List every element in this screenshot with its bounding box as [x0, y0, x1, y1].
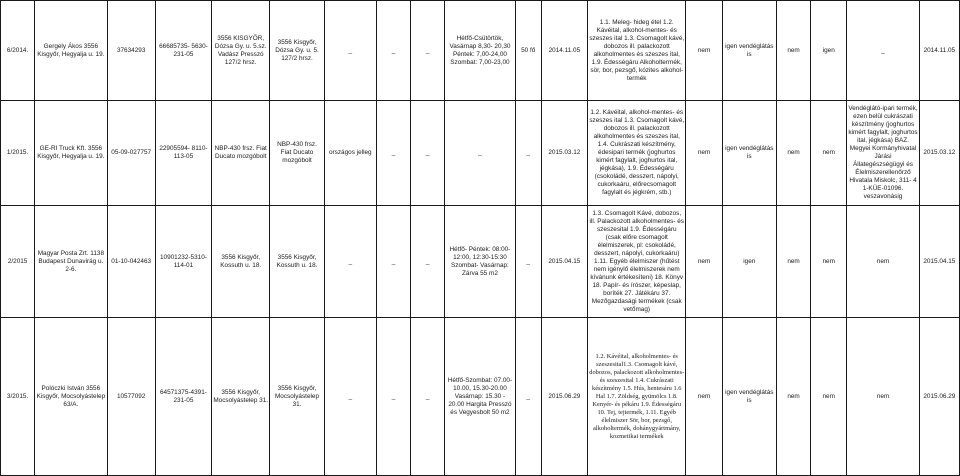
- cell-holder: GE-RI Truck Kft. 3556 Kisgyőr, Hegyalja u. 19.: [35, 101, 107, 206]
- cell-alcohol: nem: [686, 318, 722, 476]
- cell-mail: _: [411, 206, 445, 318]
- cell-site: 3556 Kisgyőr, Kossuth u. 18.: [270, 206, 324, 318]
- cell-hours: Hétfő-Csütörtök, Vasárnap 8,30- 20,30 Péntek: 7,00-24,00 Szombat: 7,00-23,00: [445, 1, 515, 101]
- table-row: [1, 1, 960, 101]
- cell-holder: Polóczki István 3556 Kisgyőr, Mocsolyástelep 63/A.: [35, 318, 107, 476]
- cell-hours: _: [445, 101, 515, 206]
- cell-online: _: [376, 318, 410, 476]
- cell-mail: _: [411, 101, 445, 206]
- cell-seat: 3556 KISGYŐR, Dózsa Gy. u. 5.sz. Vadász Presszó 127/2 hrsz.: [212, 1, 270, 101]
- cell-tax: 10901232-5310-114-01: [155, 206, 211, 318]
- cell-tax: 64571375-4391-231-05: [155, 318, 211, 476]
- cell-goods: 1.3. Csomagolt Kávé, dobozos, ill. Palackozott alkoholmentes- és szeszesital 1.9. Édességáru (csak előre csomagolt élelmiszerek, pl: csokoládé, desszert, nápolyi, cukorkaáru) 1.11. Egyéb élelmiszer (hűtést nem igénylő élelmiszerek nem kívánunk értékesíteni) 18. Könyv 18. Papír- és írószer, képeslap, boríték 27. Játékáru 37. Mezőgazdasági termékek (csak vetőmag): [587, 206, 686, 318]
- cell-tax: 66685735- 5630- 231-05: [155, 1, 211, 101]
- cell-mail: _: [411, 318, 445, 476]
- cell-reg: 10577092: [107, 318, 155, 476]
- cell-music: nem: [811, 318, 847, 476]
- cell-tobacco: nem: [776, 1, 810, 101]
- cell-reg: 05-09-027757: [107, 101, 155, 206]
- cell-beverage: igen vendéglátás is: [722, 1, 776, 101]
- cell-start: 2014.11.05: [541, 1, 587, 101]
- cell-hours: Hétfő-Szombat: 07.00-10.00, 15.30-20.00 Vasárnap: 15.30 - 20.00 Hargita Presszó és Vegyesbolt 50 m2: [445, 318, 515, 476]
- cell-site: 3556 Kisgyőr, Dózsa Gy. u. 5. 127/2 hrsz.: [270, 1, 324, 101]
- cell-hours: Hétfő- Péntek: 08:00-12:00, 12:30-15:30 Szombat- Vasárnap: Zárva 55 m2: [445, 206, 515, 318]
- cell-goods: 1.2. Kávéital, alkoholmentes- és szeszesital1.3. Csomagolt kávé, dobozos, palackozott alkoholmentes- és szeszesital 1.4. Cukrászati készítmény 1.5. Hús, hentesáru 1.6 Hal 1.7. Zöldség, gyümölcs 1.8. Kenyér- és pékáru 1.9. Édességáru 10. Tej, tejtermék, 1.11. Egyéb élelmiszer Sör, bor, pezsgő, alkoholtermék, dohánygyártmány, kozmetikai termékek: [587, 318, 686, 476]
- cell-num: 2/2015: [1, 206, 35, 318]
- table-row: [1, 206, 960, 318]
- cell-area: _: [515, 206, 541, 318]
- cell-permits: nem: [847, 318, 919, 476]
- cell-reg: 01-10-042463: [107, 206, 155, 318]
- cell-beverage: igen vendéglátás is: [722, 101, 776, 206]
- cell-seat: 3556 Kisgyőr, Mocsolyástelep 31.: [212, 318, 270, 476]
- cell-alcohol: nem: [686, 1, 722, 101]
- cell-seat: 3556 Kisgyőr, Kossuth u. 18.: [212, 206, 270, 318]
- cell-music: nem: [811, 206, 847, 318]
- cell-num: 6/2014.: [1, 1, 35, 101]
- cell-start: 2015.06.29: [541, 318, 587, 476]
- table-row: [1, 101, 960, 206]
- cell-start: 2015.03.12: [541, 101, 587, 206]
- cell-alcohol: nem: [686, 206, 722, 318]
- cell-changes: 2015.03.12: [919, 101, 959, 206]
- cell-mobile: _: [324, 1, 376, 101]
- cell-site: NBP-430 frsz. Fiat Ducato mozgóbolt: [270, 101, 324, 206]
- cell-num: 3/2015.: [1, 318, 35, 476]
- cell-music: igen: [811, 1, 847, 101]
- cell-start: 2015.04.15: [541, 206, 587, 318]
- cell-holder: Gergely Ákos 3556 Kisgyőr, Hegyalja u. 19.: [35, 1, 107, 101]
- cell-goods: 1.2. Kávéital, alkohol-mentes- és szeszes ital 1.3. Csomagolt kávé, dobozos ill. palackozott alkoholmentes és szeszes ital, 1.4. Cukrászati készítmény, édesipari termék (joghurtos kimért fagylalt, joghurtos ital, jégkása), 1.9. Édességáru (csokoládé, desszert, nápolyi, cukorkaáru, előrecsomagolt fagylalt és jégkrém, stb.): [587, 101, 686, 206]
- cell-holder: Magyar Posta Zrt. 1138 Budapest Dunavirág u. 2-6.: [35, 206, 107, 318]
- cell-site: 3556 Kisgyőr, Mocsolyástelep 31.: [270, 318, 324, 476]
- cell-online: _: [376, 206, 410, 318]
- cell-area: _: [515, 101, 541, 206]
- cell-mobile: _: [324, 318, 376, 476]
- cell-beverage: igen: [722, 206, 776, 318]
- cell-alcohol: nem: [686, 101, 722, 206]
- cell-online: _: [376, 101, 410, 206]
- cell-permits: Vendéglátó-ipari termék, ezen belül cukrászati készítmény (joghurtos kimért fagylalt, joghurtos ital, jégkása) BAZ. Megyei Kormányhivatal Járási Állategészségügyi és Élelmiszerellenőrző Hivatala Miskolc, 311- 4 1-KÜE-01096. veszavonásig: [847, 101, 919, 206]
- cell-music: nem: [811, 101, 847, 206]
- cell-area: 50 fő: [515, 1, 541, 101]
- cell-mail: _: [411, 1, 445, 101]
- cell-area: _: [515, 318, 541, 476]
- cell-permits: nem: [847, 206, 919, 318]
- cell-permits: _: [847, 1, 919, 101]
- cell-num: 1/2015.: [1, 101, 35, 206]
- cell-mobile: országos jelleg: [324, 101, 376, 206]
- cell-goods: 1.1. Meleg- hideg étel 1.2. Kávéital, alkohol-mentes- és szeszes ital 1.3. Csomagolt kávé, dobozos ill. palackozott alkoholmentes és szeszes ital, 1.9. Édességáru Alkoholtermék, sör, bor, pezsgő, kózites alkohol- termék: [587, 1, 686, 101]
- cell-beverage: igen vendéglátás is: [722, 318, 776, 476]
- cell-online: _: [376, 1, 410, 101]
- cell-tobacco: nem: [776, 318, 810, 476]
- cell-changes: 2015.04.15: [919, 206, 959, 318]
- table-row: [1, 318, 960, 476]
- cell-tobacco: nem: [776, 101, 810, 206]
- cell-tobacco: nem: [776, 206, 810, 318]
- cell-reg: 37634293: [107, 1, 155, 101]
- cell-changes: 2015.06.29: [919, 318, 959, 476]
- cell-seat: NBP-430 frsz. Fiat Ducato mozgóbolt: [212, 101, 270, 206]
- cell-tax: 22905594- 8110- 113-05: [155, 101, 211, 206]
- cell-changes: 2014.11.05: [919, 1, 959, 101]
- cell-mobile: _: [324, 206, 376, 318]
